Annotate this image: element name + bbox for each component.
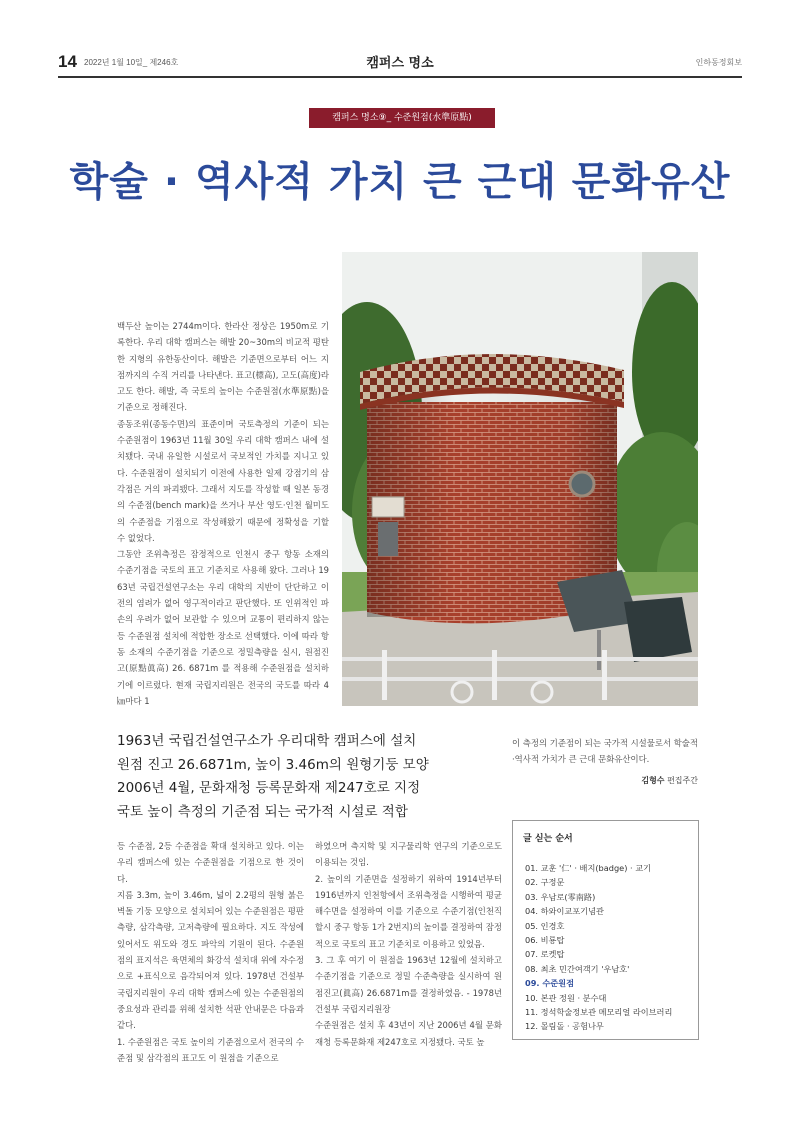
issue-date: 2022년 1월 10일_ 제246호 (84, 58, 179, 67)
series-item: 10. 본관 정원 · 분수대 (525, 992, 607, 1003)
byline-role: 편집주간 (664, 776, 698, 785)
series-item: 06. 비룡탑 (525, 935, 565, 946)
paragraph: 등 수준점, 2등 수준점을 확대 설치하고 있다. 이는 우리 캠퍼스에 있는 수준원점을 기점으로 한 것이다. (117, 841, 304, 884)
paragraph: 지름 3.3m, 높이 3.46m, 넓이 2.2평의 원형 붉은 벽돌 기둥 모양으로 설치되어 있는 수준원점은 평판측량, 삼각측량, 고저측량에 필요하다. 지도 작성에 있어서도 위도와 경도 파악의 기원이 된다. 수준원점의 표지석은 육면체의 화강석 설치대 위에 자수정으로 +표식으로 음각되어져 있다. 1978년 건설부 국립지리원이 우리 대학 캠퍼스에 있는 수준원점의 중요성과 관리를 위해 설치한 석판 안내문은 다음과 같다. (117, 889, 304, 1031)
series-item: 07. 로켓탑 (525, 949, 565, 960)
subhead-line: 1963년 국립건설연구소가 우리대학 캠퍼스에 설치 (117, 733, 417, 749)
article-column-3 (315, 838, 502, 1050)
paragraph: 3. 그 후 여기 이 원점을 1963년 12월에 설치하고 수준기점을 기준으로 정밀 수준측량을 실시하여 원점진고(眞高) 26.6871m를 결정하였음. - 1978년 건설부 국립지리원장 (315, 955, 502, 1014)
paragraph: 1. 수준원점은 국토 높이의 기준점으로서 전국의 수준점 및 삼각점의 표고도 이 원점을 기준으로 (117, 1036, 304, 1063)
byline-name: 김형수 (641, 776, 665, 785)
paragraph: 2. 높이의 기준면을 설정하기 위하여 1914년부터 1916년까지 인천항에서 조위측정을 시행하여 평균 해수면을 설정하여 이를 기준으로 수준기점(인천직할시 중구 항동 1가 2번지)의 높이를 결정하여 잠정적으로 국토의 표고 기준치로 이용하고 있었음. (315, 873, 502, 949)
series-item: 02. 구정문 (525, 877, 565, 888)
page-number: 14 (58, 52, 77, 71)
paragraph: 종동조위(종동수면)의 표준이며 국토측정의 기준이 되는 수준원점이 1963년 11월 30일 우리 대학 캠퍼스 내에 설치됐다. 국내 유일한 시설로서 국보적인 가치를 지니고 있다. 수준원점이 설치되기 이전에 사용한 일제 강점기의 삼각점은 거의 파괴됐다. 그래서 지도를 작성할 때 일본 동경의 수준점(bench mark)을 쓰거나 부산 영도·인천 월미도의 수준점을 기점으로 작성해왔기 때문에 정확성을 기할 수 없었다. (117, 418, 329, 543)
series-item-current: 09. 수준원점 (525, 978, 574, 989)
subhead-line: 국토 높이 측정의 기준점 되는 국가적 시설로 적합 (117, 803, 408, 820)
article-column-1 (117, 318, 329, 709)
paragraph: 수준원점은 설치 후 43년이 지난 2006년 4월 문화재청 등록문화재 제247호로 지정됐다. 국토 높 (315, 1020, 502, 1047)
series-item: 04. 하와이교포기념관 (525, 906, 604, 917)
headline: 학술 · 역사적 가치 큰 근대 문화유산 (69, 159, 731, 205)
article-column-4 (512, 735, 698, 768)
article-photo (342, 252, 698, 706)
series-item: 12. 몰림돌 · 공험나무 (525, 1021, 604, 1032)
paragraph: 그동안 조위측정은 잠정적으로 인천시 중구 항동 소재의 수준기점을 국토의 표고 기준치로 사용해 왔다. 그러나 1963년 국립건설연구소는 우리 대학의 지반이 단단하고 이전의 염려가 없어 영구적이라고 판단했다. 또 인위적인 파손의 우려가 없어 보관할 수 있으며 교통이 편리하지 않는 등 수준원점 설치에 적합한 장소로 선택했다. 이에 따라 항동 소재의 수준기점을 기준으로 정밀측량을 실시, 원점진고(原點眞高) 26. 6871m 를 적용해 수준원점을 설치하기에 이르렀다. 현재 국립지리원은 전국의 국도를 따라 4㎞마다 1 (117, 549, 329, 706)
section-title: 캠퍼스 명소 (366, 56, 434, 71)
article-column-2 (117, 838, 304, 1066)
paragraph: 이 측정의 기준점이 되는 국가적 시설물로서 학술적·역사적 가치가 큰 근대 문화유산이다. (512, 738, 698, 765)
series-item: 03. 우남로(零南路) (525, 891, 596, 902)
byline (560, 775, 698, 786)
series-item: 05. 인경호 (525, 920, 565, 931)
series-item: 11. 정석학술정보관 메모리얼 라이브러리 (525, 1007, 673, 1018)
series-tag: 캠퍼스 명소⑨_ 수준원점(水準原點) (309, 108, 495, 128)
paragraph: 하였으며 측지학 및 지구물리학 연구의 기준으로도 이용되는 것임. (315, 841, 502, 868)
header-divider (58, 76, 742, 78)
paragraph: 백두산 높이는 2744m이다. 한라산 정상은 1950m로 기록한다. 우리 대학 캠퍼스는 해발 20~30m의 비교적 평탄한 지형의 유한동산이다. 해발은 기준면으로부터 어느 지점까지의 수직 거리를 나타낸다. 표고(標高), 고도(高度)라고도 한다. 해발, 즉 국토의 높이는 수준원점(水準原點)을 기준으로 정해진다. (117, 321, 329, 413)
series-order-box (512, 820, 699, 1040)
newspaper-name: 인하동정회보 (695, 58, 742, 67)
series-item: 08. 최초 민간여객기 '우남호' (525, 963, 630, 974)
subhead-line: 원점 진고 26.6871m, 높이 3.46m의 원형기둥 모양 (117, 756, 429, 773)
series-box-title: 글 싣는 순서 (523, 834, 573, 844)
series-item: 01. 교훈 '仁' · 배지(badge) · 교기 (525, 863, 652, 873)
subheads (117, 730, 429, 824)
series-list (525, 861, 695, 1034)
subhead-line: 2006년 4월, 문화재청 등록문화재 제247호로 지정 (117, 780, 421, 796)
